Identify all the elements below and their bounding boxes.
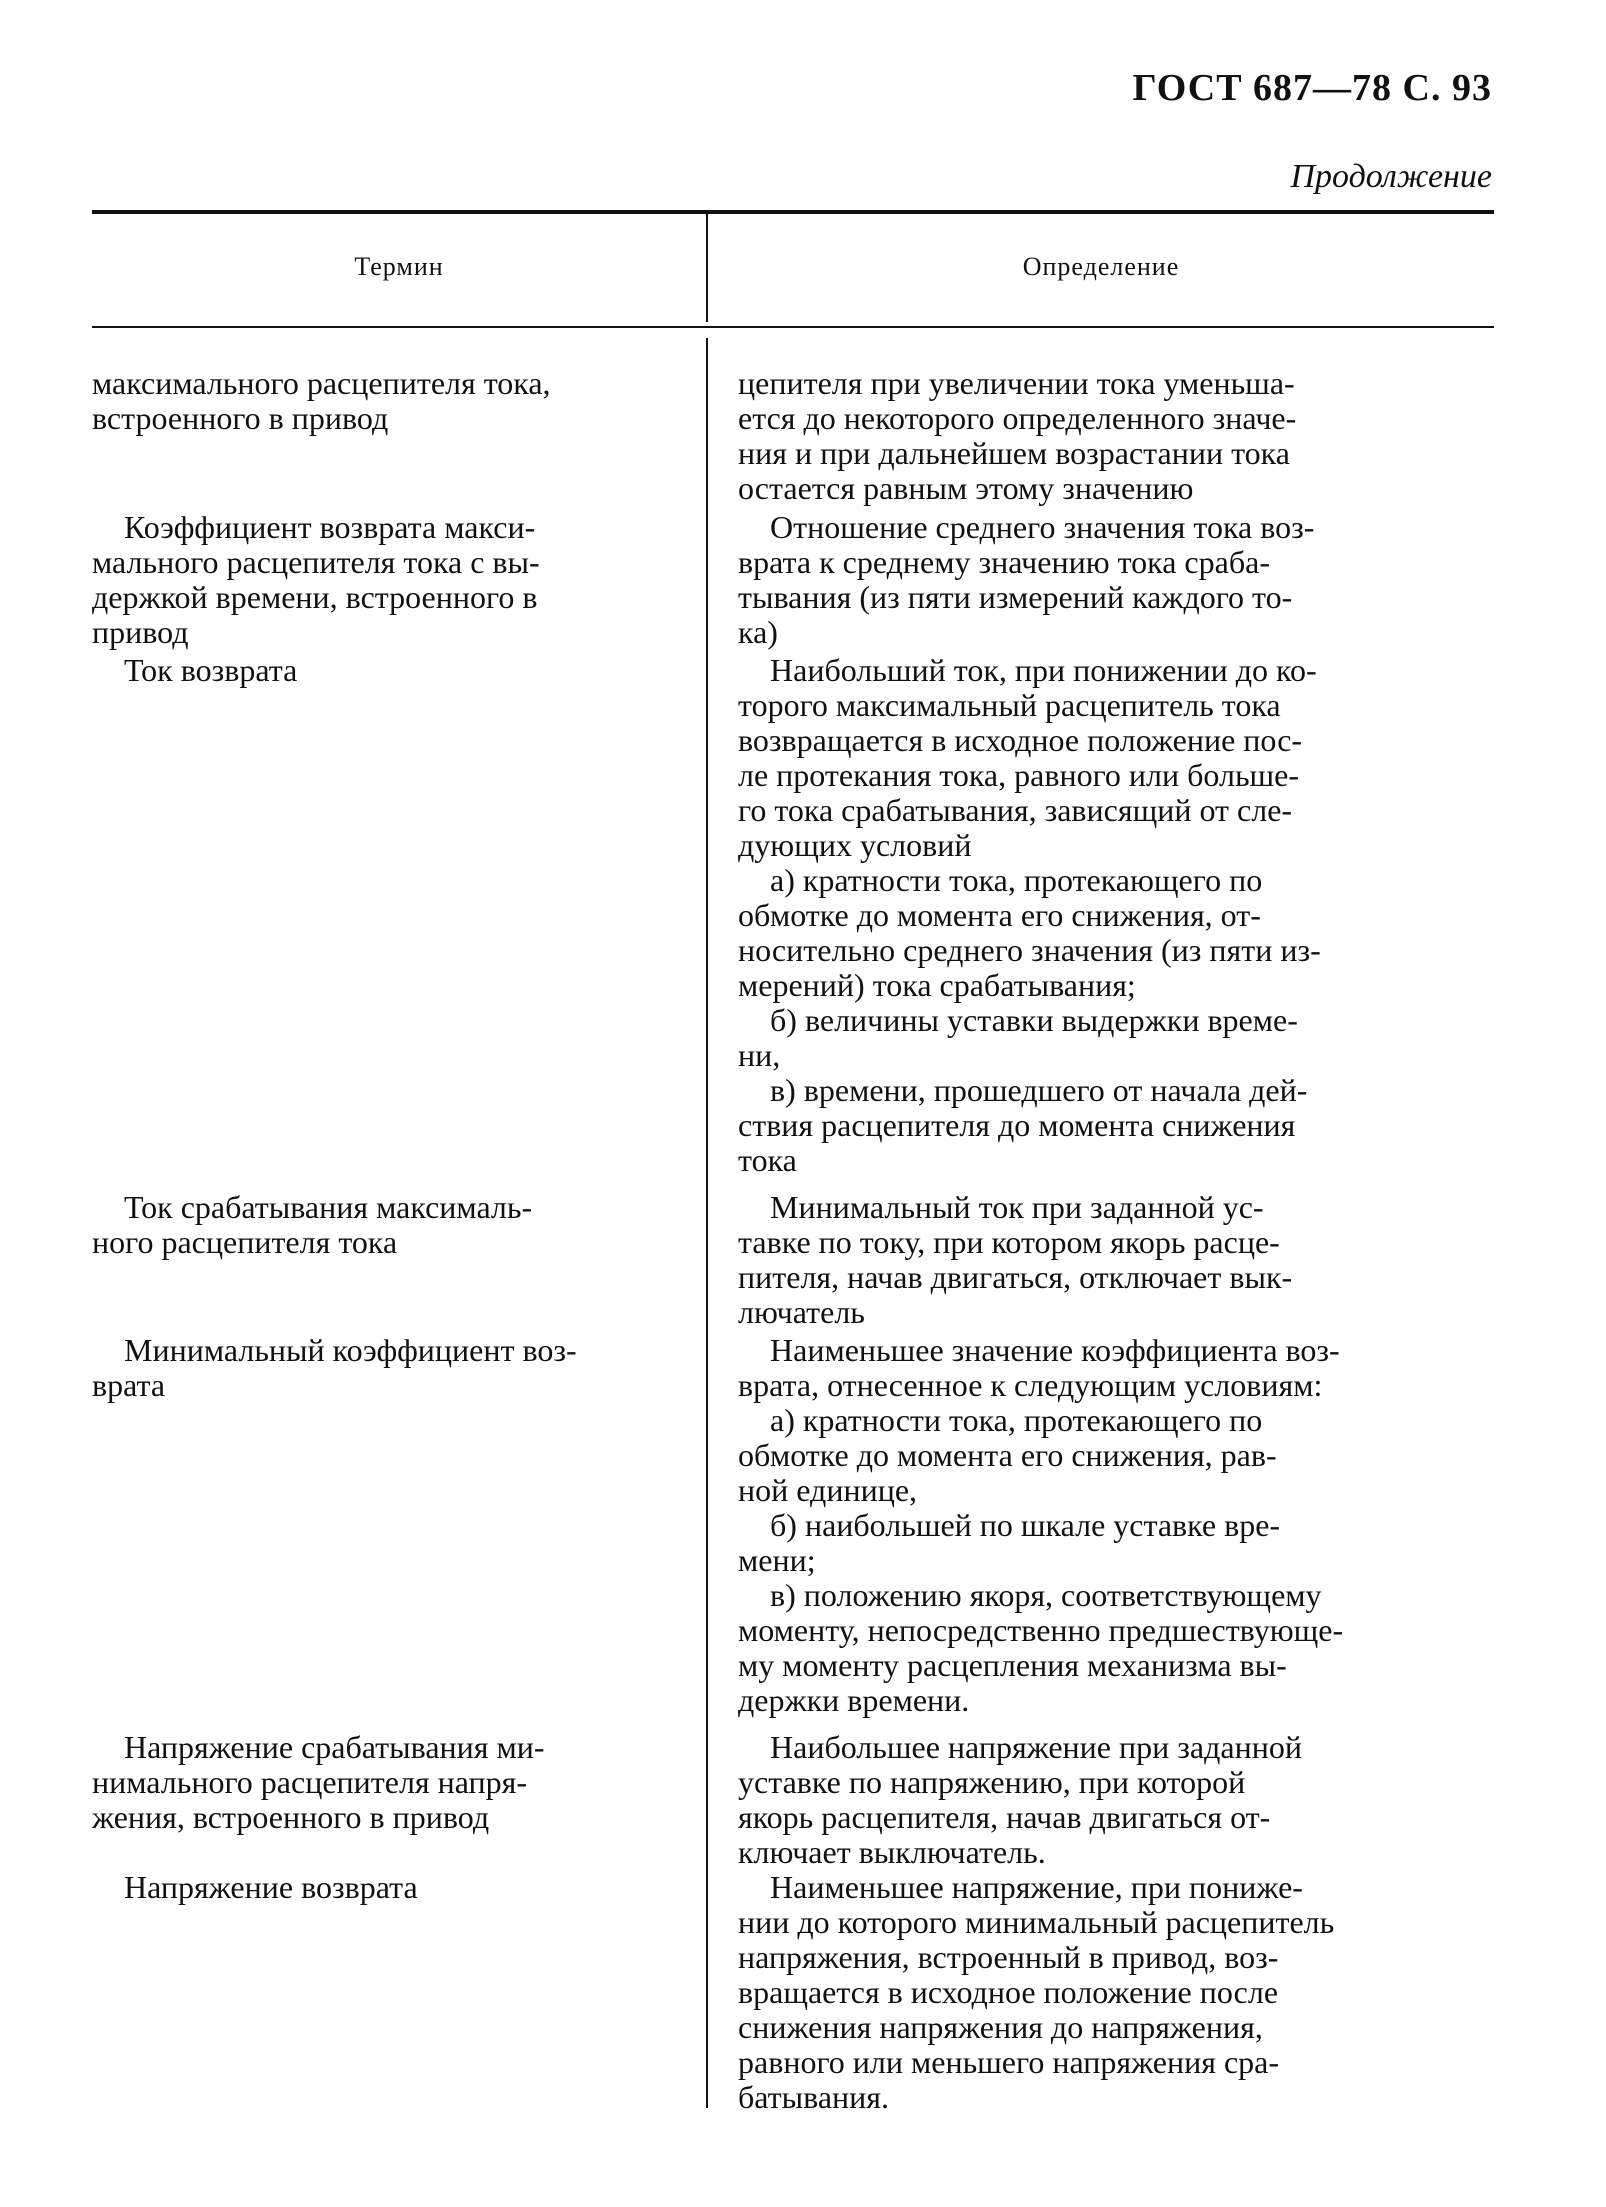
term-cell: Ток срабатывания максималь- ного расцепителя тока bbox=[92, 1189, 533, 1260]
table-header-rule bbox=[92, 326, 1494, 328]
document-code: ГОСТ 687—78 С. 93 bbox=[1132, 67, 1492, 109]
definition-cell: Наименьшее значение коэффициента воз- врата, отнесенное к следующим условиям: а) кратности тока, протекающего по обмотке до момента его снижения, рав- ной единице, б) наибольшей по шкале уставке вре- мени; в) положению якоря, соответствующему моменту, непосредственно предшествующе- му моменту расцепления механизма вы- держки времени. bbox=[738, 1332, 1344, 1718]
definition-cell: Минимальный ток при заданной ус- тавке по току, при котором якорь расце- пителя, начав двигаться, отключает вык- лючатель bbox=[738, 1189, 1293, 1330]
table-top-rule bbox=[92, 210, 1494, 214]
column-header-term: Термин bbox=[354, 252, 444, 281]
continuation-label: Продолжение bbox=[1290, 158, 1492, 195]
term-cell: Ток возврата bbox=[92, 652, 298, 688]
definition-cell: Отношение среднего значения тока воз- врата к среднему значению тока сраба- тывания (из пяти измерений каждого то- ка) bbox=[738, 509, 1315, 650]
term-cell: Минимальный коэффициент воз- врата bbox=[92, 1332, 577, 1403]
term-cell: Напряжение возврата bbox=[92, 1869, 418, 1905]
body-column-divider bbox=[706, 338, 708, 2108]
column-header-definition: Определение bbox=[1022, 252, 1180, 281]
definition-cell: цепителя при увеличении тока уменьша- ется до некоторого определенного значе- ния и при дальнейшем возрастании тока остается равным этому значению bbox=[738, 365, 1297, 506]
definition-cell: Наибольший ток, при понижении до ко- торого максимальный расцепитель тока возвращается в исходное положение пос- ле протекания тока, равного или больше- го тока срабатывания, зависящий от сле- дующих условий а) кратности тока, протекающего по обмотке до момента его снижения, от- носительно среднего значения (из пяти из- мерений) тока срабатывания; б) величины уставки выдержки време- ни, в) времени, прошедшего от начала дей- ствия расцепителя до момента снижения тока bbox=[738, 652, 1321, 1178]
definition-cell: Наибольшее напряжение при заданной уставке по напряжению, при которой якорь расцепителя, начав двигаться от- ключает выключатель. bbox=[738, 1729, 1302, 1870]
term-cell: максимального расцепителя тока, встроенного в привод bbox=[92, 365, 551, 436]
definition-cell: Наименьшее напряжение, при пониже- нии до которого минимальный расцепитель напряжения, встроенный в привод, воз- вращается в исходное положение после снижения напряжения до напряжения, равного или меньшего напряжения сра- батывания. bbox=[738, 1869, 1335, 2115]
term-cell: Напряжение срабатывания ми- нимального расцепителя напря- жения, встроенного в привод bbox=[92, 1729, 545, 1835]
term-cell: Коэффициент возврата макси- мального расцепителя тока с вы- держкой времени, встроенного в привод bbox=[92, 509, 540, 650]
